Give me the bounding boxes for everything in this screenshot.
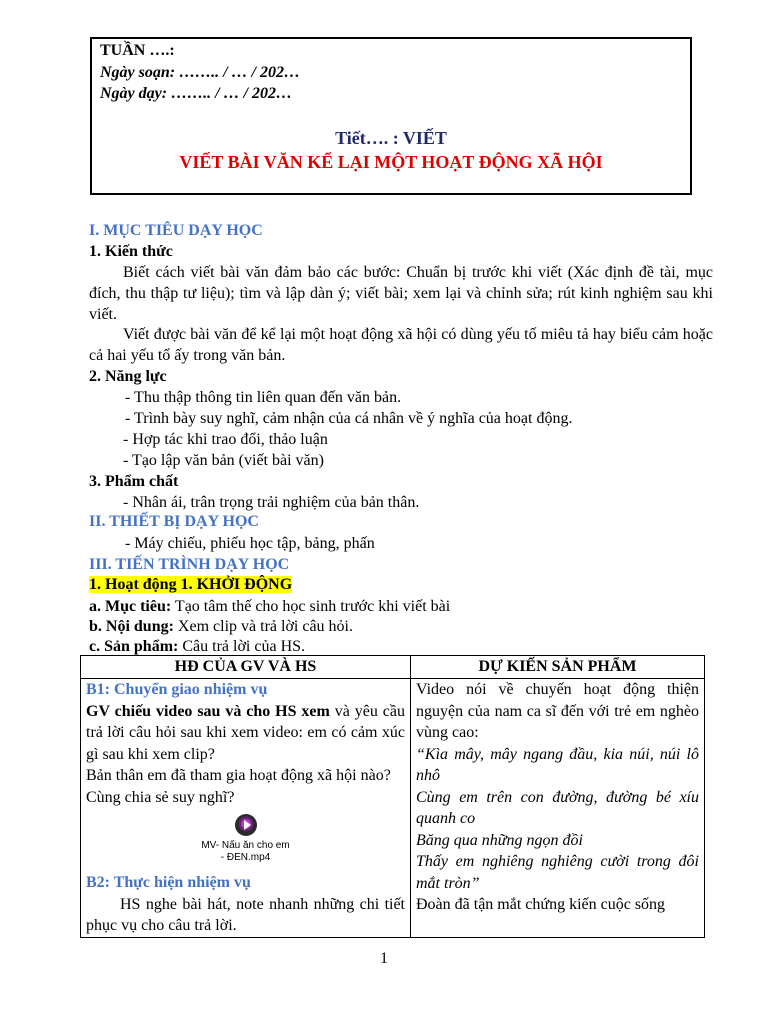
teacher-instruction-rest: và yêu cầu trả lời câu hỏi sau khi xem video: em có cảm xúc gì sau khi xem clip? xyxy=(86,702,406,763)
section-heading-process: III. TIẾN TRÌNH DẠY HỌC xyxy=(89,556,290,573)
answer-intro: Video nói về chuyến hoạt động thiện nguyện của nam ca sĩ đến với trẻ em nghèo vùng cao: xyxy=(416,681,699,741)
activity-1-highlight: 1. Hoạt động 1. KHỞI ĐỘNG xyxy=(89,576,293,593)
lyric-line: Thấy em nghiêng nghiêng cười trong đôi mắt tròn” xyxy=(416,853,699,892)
col-header-products: DỰ KIẾN SẢN PHẨM xyxy=(411,656,705,679)
section-heading-equipment: II. THIẾT BỊ DẠY HỌC xyxy=(89,513,259,530)
competence-item: - Hợp tác khi trao đổi, thảo luận xyxy=(123,431,328,448)
table-header-row xyxy=(81,656,705,679)
col-header-activities: HĐ CỦA GV VÀ HS xyxy=(81,656,411,679)
goal-line xyxy=(89,596,450,617)
subheading-qualities: 3. Phẩm chất xyxy=(89,473,179,490)
knowledge-paragraph-1: Biết cách viết bài văn đảm bảo các bước: Chuẩn bị trước khi viết (Xác định đề tài, mục đích, thu thập tư liệu); tìm và lập dàn ý; viết bài; xem lại và chỉnh sửa; rút kinh nghiệm sau khi viết. xyxy=(89,264,713,323)
activity-1-heading xyxy=(89,574,292,595)
content-text: Xem clip và trả lời câu hỏi. xyxy=(173,618,353,635)
video-file-icon[interactable] xyxy=(235,814,257,836)
activities-cell xyxy=(81,679,411,938)
prep-date: Ngày soạn: …….. / … / 202… xyxy=(100,64,300,81)
lyric-line: “Kìa mây, mây ngang đầu, kia núi, núi lô nhô xyxy=(416,745,699,784)
video-file-name-line1: MV- Nấu ăn cho em xyxy=(201,840,290,851)
page-number: 1 xyxy=(380,950,388,967)
equipment-item: - Máy chiếu, phiếu học tập, bảng, phấn xyxy=(125,535,375,552)
product-text: Câu trả lời của HS. xyxy=(178,638,306,655)
product-label: c. Sản phẩm: xyxy=(89,638,179,655)
competence-item: - Trình bày suy nghĩ, cảm nhận của cá nhân về ý nghĩa của hoạt động. xyxy=(125,410,573,427)
goal-label: a. Mục tiêu: xyxy=(89,598,172,615)
content-label: b. Nội dung: xyxy=(89,618,174,635)
section-heading-objectives: I. MỤC TIÊU DẠY HỌC xyxy=(89,222,263,239)
week-label: TUẦN ….: xyxy=(100,42,175,59)
teach-date: Ngày dạy: …….. / … / 202… xyxy=(100,85,292,102)
subheading-competence: 2. Năng lực xyxy=(89,368,167,385)
step-2-text: HS nghe bài hát, note nhanh những chi tiết phục vụ cho câu trả lời. xyxy=(86,895,405,934)
answer-last: Đoàn đã tận mắt chứng kiến cuộc sống xyxy=(416,896,666,913)
product-line xyxy=(89,636,305,657)
content-line xyxy=(89,616,353,637)
embedded-video-file[interactable] xyxy=(86,808,405,872)
teacher-instruction xyxy=(86,701,405,766)
lesson-title: VIẾT BÀI VĂN KỂ LẠI MỘT HOẠT ĐỘNG XÃ HỘI xyxy=(179,152,603,172)
knowledge-paragraph-2: Viết được bài văn để kể lại một hoạt động xã hội có dùng yếu tố miêu tả hay biểu cảm hoặc cả hai yếu tố ấy trong văn bản. xyxy=(89,326,713,364)
competence-item: - Tạo lập văn bản (viết bài văn) xyxy=(123,452,324,469)
step-2-label: B2: Thực hiện nhiệm vụ xyxy=(86,874,251,891)
video-file-name-line2: - ĐEN.mp4 xyxy=(220,852,271,863)
step-1-label: B1: Chuyển giao nhiệm vụ xyxy=(86,681,268,698)
lesson-header-box xyxy=(90,37,692,195)
subheading-knowledge: 1. Kiến thức xyxy=(89,243,173,260)
question-2: Bản thân em đã tham gia hoạt động xã hội nào? Cùng chia sẻ suy nghĩ? xyxy=(86,767,391,806)
products-cell xyxy=(411,679,705,938)
teacher-instruction-bold: GV chiếu video sau và cho HS xem xyxy=(86,702,330,720)
competence-item: - Thu thập thông tin liên quan đến văn bản. xyxy=(125,389,402,406)
lyric-line: Băng qua những ngọn đồi xyxy=(416,831,583,849)
qualities-item: - Nhân ái, trân trọng trải nghiệm của bản thân. xyxy=(123,494,420,511)
goal-text: Tạo tâm thế cho học sinh trước khi viết bài xyxy=(171,598,451,615)
table-row xyxy=(81,679,705,938)
activity-table xyxy=(80,655,705,938)
lyric-line: Cùng em trên con đường, đường bé xíu quanh co xyxy=(416,788,699,827)
lesson-number: Tiết…. : VIẾT xyxy=(335,128,447,148)
